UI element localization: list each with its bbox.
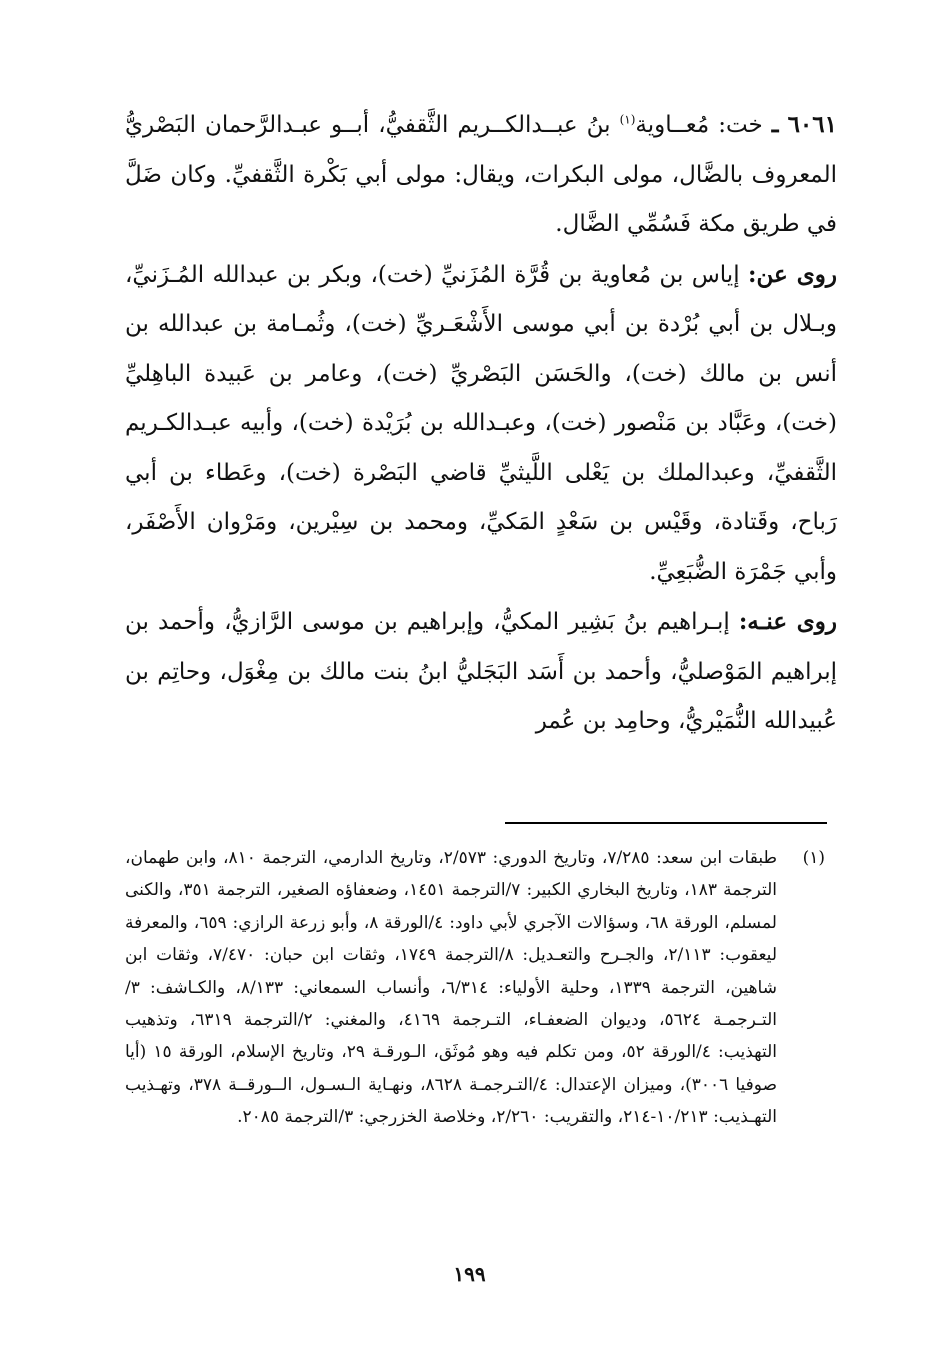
entry-dash: ـ: [771, 111, 779, 138]
entry-number: ٦٠٦١: [787, 111, 837, 138]
narrated-by-label: روى عنـه:: [738, 608, 837, 635]
entry-intro-text: بنُ عبــدالكــريم الثَّقفيُّ، أبــو عبـدالرَّحمان البَصْريُّ المعروف بالضَّال، مولى البكرات، ويقال: مولى أبي بَكْرة الثَّقفيِّ. وكان ضَلَّ في طريق مكة فَسُمِّي الضَّال.: [125, 112, 837, 237]
narrated-from-label: روى عن:: [747, 260, 837, 288]
page-number: ١٩٩: [453, 1262, 486, 1286]
entry-name: مُعــاوية: [635, 112, 710, 138]
entry-intro-paragraph: [125, 100, 837, 250]
footnotes: [125, 842, 825, 1134]
footnote-reference: (١): [619, 112, 636, 127]
narrated-from-paragraph: [125, 250, 837, 598]
narrated-by-text: إبـراهيم بنُ بَشِير المكيُّ، وإبراهيم بن موسى الرَّازيُّ، وأحمد بن إبراهيم المَوْصليُّ، وأحمد بن أَسَد البَجَليُّ ابنُ بنت مالك بن مِغْوَل، وحاتِم بن عُبيدالله النُّمَيْريُّ، وحامِد بن عُمر: [125, 609, 837, 734]
footnote-text: طبقات ابن سعد: ٧/٢٨٥، وتاريخ الدوري: ٢/٥٧٣، وتاريخ الدارمي، الترجمة ٨١٠، وابن طهمان، الترجمة ١٨٣، وتاريخ البخاري الكبير: ٧/الترجمة ١٤٥١، وضعفاؤه الصغير، الترجمة ٣٥١، والكنى لمسلم، الورقة ٦٨، وسؤالات الآجري لأبي داود: ٤/الورقة ٨، وأبو زرعة الرازي: ٦٥٩، والمعرفة ليعقوب: ٢/١١٣، والجـرح والتعـديل: ٨/الترجمة ١٧٤٩، وثقات ابن حبان: ٧/٤٧٠، وثقات ابن شاهين، الترجمة ١٣٣٩، وحلية الأولياء: ٦/٣١٤، وأنساب السمعاني: ٨/١٣٣، والكـاشف: ٣/التـرجمـة ٥٦٢٤، وديوان الضعفـاء، التـرجمة ٤١٦٩، والمغني: ٢/الترجمة ٦٣١٩، وتذهيب التهذيب: ٤/الورقة ٥٢، ومن تكلم فيه وهو مُوثَق، الـورقـة ٢٩، وتاريخ الإسلام، الورقة ١٥ (أيا صوفيا ٣٠٠٦)، وميزان الإعتدال: ٤/التـرجمـة ٨٦٢٨، ونهـاية الـسـول، الــورقــة ٣٧٨، وتهـذيب التهـذيب: ١٠/٢١٣-٢١٤، والتقريب: ٢/٢٦٠، وخلاصة الخزرجي: ٣/الترجمة ٢٠٨٥.: [125, 848, 778, 1128]
footnote-separator: [505, 822, 827, 824]
footnote-number: (١): [802, 848, 825, 868]
entry-code: خت:: [718, 112, 763, 138]
narrated-from-text: إياس بن مُعاوية بن قُرَّة المُزَنيِّ (خت)، وبكر بن عبدالله المُـزَنيِّ، وبـلال بن أبي بُرْدة بن أبي موسى الأَشْعَـريِّ (خت)، وثُمـامة بن عبدالله بن أنس بن مالك (خت)، والحَسَن البَصْريِّ (خت)، وعامر بن عَبيدة الباهِليِّ (خت)، وعَبَّاد بن مَنْصور (خت)، وعبـدالله بن بُرَيْدة (خت)، وأبيه عبـدالكـريم الثَّقفيِّ، وعبدالملك بن يَعْلى اللَّيثيِّ قاضي البَصْرة (خت)، وعَطاء بن أبي رَباح، وقَتادة، وقَيْس بن سَعْدٍ المَكيِّ، ومحمد بن سِيْرين، ومَرْوان الأَصْفَر، وأبي جَمْرَة الضُّبَعِيِّ.: [125, 261, 837, 585]
narrated-by-paragraph: [125, 597, 837, 747]
biography-entry: [125, 100, 837, 747]
